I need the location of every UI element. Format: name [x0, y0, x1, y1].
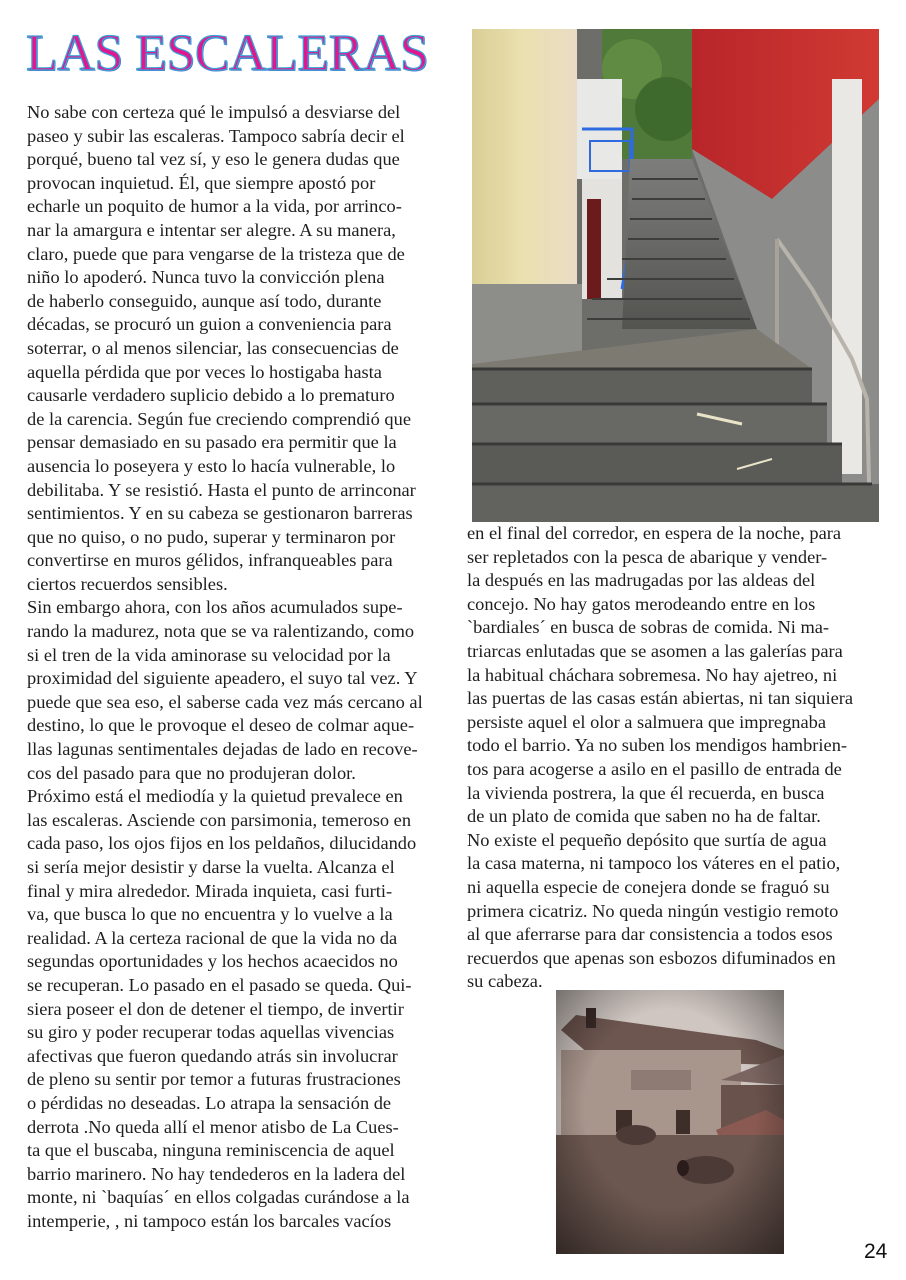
text-line: décadas, se procuró un guion a conveniencia para	[27, 314, 392, 335]
text-line: proximidad del siguiente apeadero, el suyo tal vez. Y	[27, 668, 418, 689]
text-line: aquella pérdida que por veces lo hostigaba hasta	[27, 361, 382, 382]
text-line: la casa materna, ni tampoco los váteres en el patio,	[467, 853, 841, 874]
text-line: al que aferrarse para dar consistencia a todos esos	[467, 924, 833, 945]
text-line: siera poseer el don de detener el tiempo, de invertir	[27, 998, 404, 1019]
text-line: convertirse en muros gélidos, infranqueables para	[27, 550, 393, 571]
text-line: puede que sea eso, el saberse cada vez más cercano al	[27, 691, 423, 712]
text-line: en el final del corredor, en espera de la noche, para	[467, 523, 842, 543]
text-line: se recuperan. Lo pasado en el pasado se queda. Qui-	[27, 974, 412, 995]
text-line: echarle un poquito de humor a la vida, por arrinco-	[27, 196, 402, 217]
text-line: destino, lo que le provoque el deseo de colmar aque-	[27, 715, 415, 736]
page-number: 24	[864, 1240, 888, 1263]
text-line: cos del pasado para que no produjeran dolor.	[27, 762, 356, 783]
text-line: llas lagunas sentimentales dejadas de lado en recove-	[27, 739, 418, 760]
text-line: intemperie, , ni tampoco están los barcales vacíos	[27, 1210, 392, 1231]
text-line: No existe el pequeño depósito que surtía de agua	[467, 829, 827, 850]
text-line: ciertos recuerdos sensibles.	[27, 573, 228, 594]
text-line: la vivienda postrera, la que él recuerda, en busca	[467, 782, 825, 803]
text-line: monte, ni `baquías´ en ellos colgadas curándose a la	[27, 1187, 410, 1208]
text-line: la habitual cháchara sobremesa. No hay ajetreo, ni	[467, 664, 838, 685]
page-title: LAS ESCALERAS	[26, 25, 429, 82]
text-line: triarcas enlutadas que se asomen a las galerías para	[467, 640, 843, 661]
text-line: sentimientos. Y en su cabeza se gestionaron barreras	[27, 503, 413, 524]
text-line: si sería mejor desistir y darse la vuelta. Alcanza el	[27, 857, 395, 877]
text-line: si el tren de la vida aminorase su velocidad por la	[27, 644, 391, 665]
text-line: ausencia lo poseyera y esto lo hacía vulnerable, lo	[27, 455, 396, 476]
text-line: `bardiales´ en busca de sobras de comida. Ni ma-	[467, 617, 830, 638]
text-line: realidad. A la certeza racional de que la vida no da	[27, 927, 398, 948]
text-line: derrota .No queda allí el menor atisbo de La Cues-	[27, 1116, 399, 1137]
text-line: soterrar, o al menos silenciar, las consecuencias de	[27, 337, 399, 358]
text-line: rando la madurez, nota que se va ralentizando, como	[27, 621, 415, 642]
text-line: segundas oportunidades y los hechos acaecidos no	[27, 951, 398, 972]
text-line: primera cicatriz. No queda ningún vestigio remoto	[467, 900, 839, 921]
text-line: recuerdos que apenas son esbozos difuminados en	[467, 947, 836, 968]
text-line: todo el barrio. Ya no suben los mendigos hambrien-	[467, 735, 848, 756]
text-line: cada paso, los ojos fijos en los peldaños, dilucidando	[27, 833, 417, 854]
text-line: porqué, bueno tal vez sí, y eso le genera dudas que	[27, 149, 400, 170]
text-line: nar la amargura e intentar ser alegre. A su manera,	[27, 219, 396, 240]
text-line: de haberlo conseguido, aunque así todo, durante	[27, 290, 382, 311]
old-house-photo	[556, 990, 784, 1254]
text-line: causarle verdadero suplicio debido a lo prematuro	[27, 385, 395, 406]
article-column-left	[27, 101, 447, 1234]
text-line: ni aquella especie de conejera donde se fraguó su	[467, 876, 830, 897]
text-line: debilitaba. Y se resistió. Hasta el punto de arrinconar	[27, 479, 416, 500]
text-line: claro, puede que para vengarse de la tristeza que de	[27, 243, 405, 264]
text-line: niño lo apoderó. Nunca tuvo la convicción plena	[27, 267, 385, 288]
text-line: su cabeza.	[467, 971, 543, 992]
text-line: final y mira alrededor. Mirada inquieta, casi furti-	[27, 880, 393, 901]
text-line: Próximo está el mediodía y la quietud prevalece en	[27, 786, 403, 807]
text-line: ser repletados con la pesca de abarique y vender-	[467, 546, 828, 567]
stairs-photo	[472, 29, 879, 522]
text-line: va, que busca lo que no encuentra y lo vuelve a la	[27, 904, 393, 925]
text-line: Sin embargo ahora, con los años acumulados supe-	[27, 597, 403, 618]
text-line: de pleno su sentir por temor a futuras frustraciones	[27, 1069, 401, 1090]
text-line: ta que el buscaba, ninguna reminiscencia de aquel	[27, 1140, 395, 1161]
text-line: pensar demasiado en su pasado era permitir que la	[27, 432, 397, 453]
text-line: su giro y poder recuperar todas aquellas vivencias	[27, 1022, 395, 1043]
text-line: barrio marinero. No hay tendederos en la ladera del	[27, 1163, 406, 1184]
text-line: afectivas que fueron quedando atrás sin involucrar	[27, 1045, 398, 1066]
text-line: concejo. No hay gatos merodeando entre en los	[467, 593, 816, 614]
text-line: que no quiso, o no pudo, superar y terminaron por	[27, 526, 396, 547]
text-line: tos para acogerse a asilo en el pasillo de entrada de	[467, 758, 842, 779]
text-line: las puertas de las casas están abiertas, ni tan siquiera	[467, 688, 854, 709]
text-line: las escaleras. Asciende con parsimonia, temeroso en	[27, 809, 412, 830]
text-line: No sabe con certeza qué le impulsó a desviarse del	[27, 102, 401, 122]
text-line: o pérdidas no deseadas. Lo atrapa la sensación de	[27, 1092, 392, 1113]
text-line: provocan inquietud. Él, que siempre apostó por	[27, 172, 376, 193]
text-line: persiste aquel el olor a salmuera que impregnaba	[467, 711, 826, 732]
text-line: de un plato de comida que saben no ha de faltar.	[467, 806, 821, 827]
text-line: paseo y subir las escaleras. Tampoco sabría decir el	[27, 125, 405, 146]
article-column-right	[467, 522, 887, 994]
text-line: de la carencia. Según fue creciendo comprendió que	[27, 408, 411, 429]
text-line: la después en las madrugadas por las aldeas del	[467, 570, 816, 591]
